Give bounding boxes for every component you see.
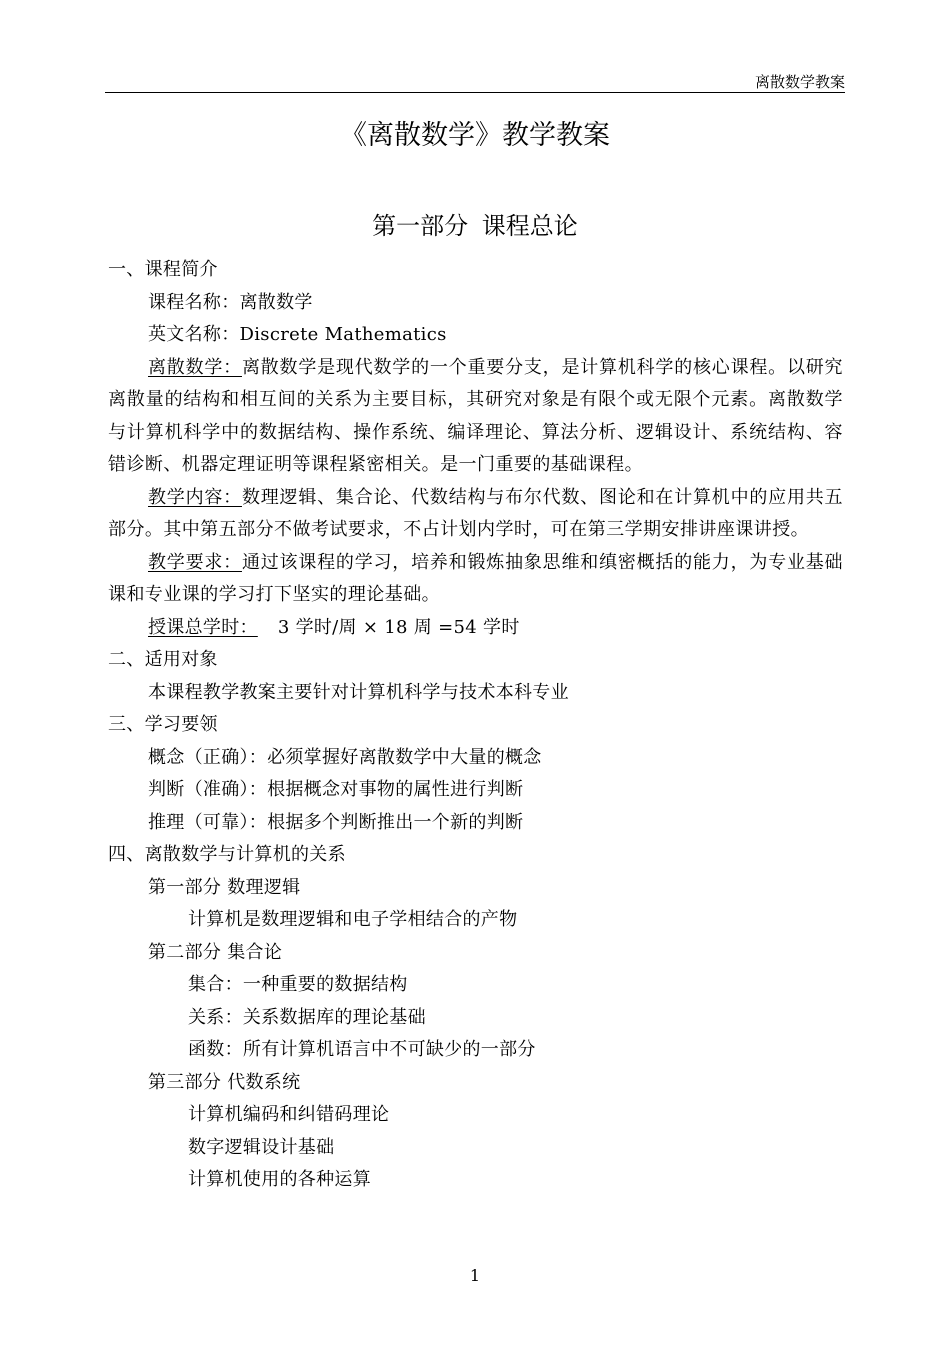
essential-item-judgment: 判断（准确）：根据概念对事物的属性进行判断	[148, 779, 524, 800]
relation-part-title: 第三部分 代数系统	[148, 1071, 301, 1093]
essential-item-concept: 概念（正确）：必须掌握好离散数学中大量的概念	[148, 746, 542, 768]
teaching-content-paragraph	[108, 482, 843, 547]
section-heading-relation: 四、离散数学与计算机的关系	[108, 844, 346, 865]
teaching-content-label: 教学内容：	[148, 486, 242, 508]
relation-part-title: 第一部分 数理逻辑	[148, 876, 301, 898]
relation-part-item: 集合：一种重要的数据结构	[188, 974, 408, 995]
relation-part-title: 第二部分 集合论	[148, 941, 283, 963]
teaching-content-text: 数理逻辑、集合论、代数结构与布尔代数、图论和在计算机中的应用共五部分。其中第五部分不做考试要求，不占计划内学时，可在第三学期安排讲座课讲授。	[108, 486, 843, 540]
page-number: 1	[469, 1266, 481, 1285]
total-hours-label: 授课总学时：	[148, 616, 258, 638]
relation-part-item: 数字逻辑设计基础	[188, 1136, 335, 1158]
document-title: 《离散数学》教学教案	[340, 120, 610, 151]
relation-part-item: 计算机编码和纠错码理论	[188, 1104, 390, 1125]
section-heading-audience: 二、适用对象	[108, 649, 218, 670]
part-title: 第一部分 课程总论	[372, 212, 578, 240]
course-name: 课程名称：离散数学	[148, 291, 313, 313]
section-heading-intro: 一、课程简介	[108, 259, 218, 280]
total-hours-text: 3 学时/周 × 18 周 =54 学时	[277, 616, 520, 638]
relation-part-item: 函数：所有计算机语言中不可缺少的一部分	[188, 1039, 536, 1060]
relation-part-item: 计算机使用的各种运算	[188, 1169, 371, 1190]
section-heading-essentials: 三、学习要领	[108, 714, 218, 735]
relation-part-item: 关系：关系数据库的理论基础	[188, 1006, 426, 1028]
page-header-text: 离散数学教案	[754, 73, 845, 91]
teaching-requirements-text: 通过该课程的学习，培养和锻炼抽象思维和缜密概括的能力，为专业基础课和专业课的学习打下坚实的理论基础。	[108, 551, 843, 605]
total-hours-line	[108, 612, 843, 645]
essential-item-reasoning: 推理（可靠）：根据多个判断推出一个新的判断	[148, 811, 524, 833]
relation-part-item: 计算机是数理逻辑和电子学相结合的产物	[188, 909, 518, 930]
english-name: 英文名称：Discrete Mathematics	[148, 324, 447, 345]
course-description-text: 离散数学是现代数学的一个重要分支，是计算机科学的核心课程。以研究离散量的结构和相互间的关系为主要目标，其研究对象是有限个或无限个元素。离散数学与计算机科学中的数据结构、操作系统、编译理论、算法分析、逻辑设计、系统结构、容错诊断、机器定理证明等课程紧密相关。是一门重要的基础课程。	[108, 356, 843, 475]
document-body	[108, 254, 843, 1197]
course-description-paragraph	[108, 352, 843, 482]
page-header-rule	[105, 92, 845, 93]
teaching-requirements-paragraph	[108, 547, 843, 612]
audience-text: 本课程教学教案主要针对计算机科学与技术本科专业	[148, 681, 569, 703]
teaching-requirements-label: 教学要求：	[148, 551, 242, 573]
course-description-label: 离散数学：	[148, 356, 242, 378]
